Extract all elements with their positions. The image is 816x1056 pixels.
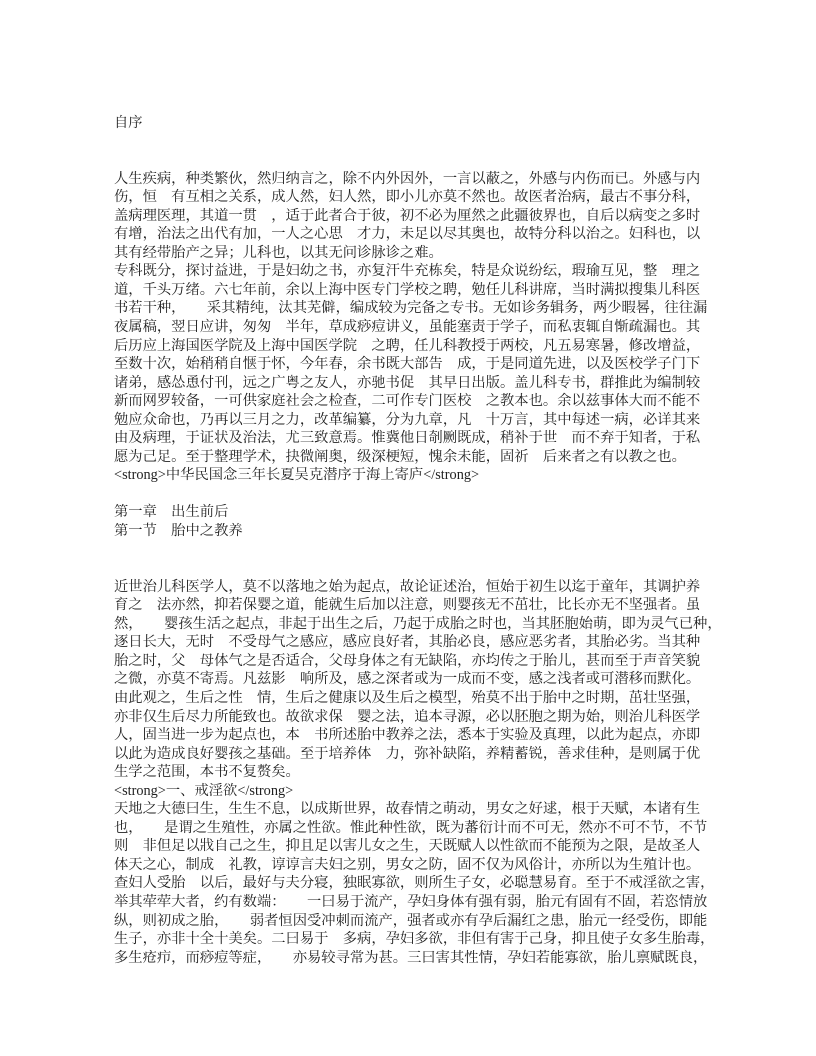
preface-paragraph-2-line: 夜属稿，翌日应讲，匆匆 半年，草成痧痘讲义，虽能塞责于学子，而私衷辄自惭疏漏也。其 <box>114 319 701 336</box>
body-paragraph-2-line: 也， 是谓之生殖性，亦属之性欲。惟此种性欲，既为蕃衍计而不可无，然亦不可不节，不节 <box>114 819 708 836</box>
body-paragraph-1-line: 由此观之，生后之性 情，生后之健康以及生后之模型，殆莫不出于胎中之时期，茁壮坚强， <box>114 689 701 706</box>
blank-line <box>114 541 714 560</box>
body-paragraph-1-line: 之微，亦莫不寄焉。凡兹影 响所及，感之深者或为一成而不变，感之浅者或可潜移而默化。 <box>114 671 701 688</box>
document-title-line: 自序 <box>114 115 143 131</box>
body-paragraph-1-line: 人，固当进一步为起点也，本 书所述胎中教养之法，悉本于实验及真理，以此为起点，亦即 <box>114 727 701 744</box>
body-paragraph-2-line: 体天之心，制成 礼教，谆谆言夫妇之别，男女之防，固不仅为风俗计，亦所以为生殖计也。 <box>114 856 701 873</box>
signature-line-line: <strong>中华民国念三年长夏吴克潜序于海上寄庐</strong> <box>114 467 480 484</box>
body-paragraph-1-line: 近世治儿科医学人，莫不以落地之始为起点，故论证述治，恒始于初生以迄于童年，其调护养 <box>114 578 701 595</box>
preface-paragraph-2-line: 诸弟，感怂恿付刊，远之广粤之友人，亦驰书促 其早日出版。盖儿科专书，群推此为编制较 <box>114 374 701 391</box>
preface-paragraph-2-line: 后历应上海国医学院及上海中国医学院 之聘，任儿科教授于两校，凡五易寒暑，修改增益， <box>114 337 701 354</box>
blank-line <box>114 151 714 170</box>
body-paragraph-2-line: 天地之大德曰生，生生不息，以成斯世界，故春情之萌动，男女之好逑，根于天赋，本诸有生 <box>114 801 701 818</box>
body-paragraph-2-line: 生子，亦非十全十美矣。二曰易于 多病，孕妇多欲，非但有害于己身，抑且使子女多生胎毒， <box>114 931 715 948</box>
blank-line <box>114 559 714 578</box>
body-paragraph-2-line: 查妇人受胎 以后，最好与夫分寝，独眠寡欲，则所生子女，必聪慧易育。至于不戒淫欲之害， <box>114 875 715 892</box>
preface-paragraph-1-line: 伤，恒 有互相之关系，成人然，妇人然，即小儿亦莫不然也。故医者治病，最古不事分科， <box>114 189 701 206</box>
preface-paragraph-2-line: 至数十次，始稍稍自惬于怀，今年春，余书既大部告 成，于是同道先进，以及医校学子门下 <box>114 356 701 373</box>
body-paragraph-1-line: 生学之范围，本书不复赘矣。 <box>114 764 300 781</box>
preface-paragraph-1-line: 有增，治法之出代有加，一人之心思 才力，未足以尽其奥也，故特分科以治之。妇科也，以 <box>114 226 701 243</box>
preface-paragraph-2-line: 愿为己足。至于整理学术，抉微阐奥，级深梗短，愧余未能，固祈 后来者之有以教之也。 <box>114 448 686 465</box>
body-paragraph-1-line: 亦非仅生后尽力所能致也。故欲求保 婴之法，追本寻源，必以胚胞之期为始，则治儿科医学 <box>114 708 701 725</box>
body-paragraph-1-line: 逐日长大，无时 不受母气之感应，感应良好者，其胎必良，感应恶劣者，其胎必劣。当其种 <box>114 634 701 651</box>
preface-paragraph-2-line: 新而网罗较备，一可供家庭社会之检查，二可作专门医校 之教本也。余以兹事体大而不能不 <box>114 393 701 410</box>
preface-paragraph-1-line: 盖病理医理，其道一贯 ，适于此者合于彼，初不必为厘然之此疆彼界也，自后以病变之多时 <box>114 207 701 224</box>
chapter-heading-line: 第一章 出生前后 <box>114 504 229 521</box>
preface-paragraph-2-line: 由及病理，于证状及治法，尤三致意焉。惟冀他日剞劂既成，稍补于世 而不弃于知者，于私 <box>114 430 701 447</box>
body-paragraph-2-line: 则 非但足以戕自己之生，抑且足以害儿女之生，天既赋人以性欲而不能预为之限，是故圣人 <box>114 838 701 855</box>
body-paragraph-1-line: 育之 法亦然，抑若保婴之道，能就生后加以注意，则婴孩无不茁壮，比长亦无不坚强者。虽 <box>114 597 701 614</box>
body-paragraph-2-line: 举其荦荦大者，约有数端： 一曰易于流产，孕妇身体有强有弱，胎元有固有不固，若恣情放 <box>114 893 708 910</box>
body-paragraph-1-line: 以此为造成良好婴孩之基础。至于培养体 力，弥补缺陷，养精蓄锐，善求佳种，是则属于优 <box>114 745 701 762</box>
blank-line <box>114 485 714 504</box>
subheading-strong-line-line: <strong>一、戒淫欲</strong> <box>114 782 294 799</box>
preface-paragraph-2-line: 勉应众命也，乃再以三月之力，改革编纂，分为九章，凡 十万言，其中每述一病，必详其来 <box>114 411 701 428</box>
blank-line <box>114 133 714 152</box>
body-paragraph-2-line: 多生疮疖，而痧痘等症， 亦易较寻常为甚。三曰害其性情，孕妇若能寡欲，胎儿禀赋既良， <box>114 949 708 966</box>
preface-paragraph-2-line: 书若干种， 采其精纯，汰其芜僻，编成较为完备之专书。无如诊务辑务，两少暇晷，往往漏 <box>114 300 708 317</box>
preface-paragraph-1-line: 其有经带胎产之异；儿科也，以其无问诊脉诊之难。 <box>114 244 443 261</box>
body-paragraph-1-line: 然， 婴孩生活之起点，非起于出生之后，乃起于成胎之时也，当其胚胞始萌，即为灵气已种， <box>114 615 722 632</box>
body-paragraph-2-line: 纵，则初成之胎， 弱者恒因受冲刺而流产，强者或亦有孕后漏红之患，胎元一经受伤，即能 <box>114 912 708 929</box>
preface-paragraph-2-line: 专科既分，探讨益进，于是妇幼之书，亦复汗牛充栋矣，特是众说纷纭，瑕瑜互见，整 理之 <box>114 263 701 280</box>
body-paragraph-1-line: 胎之时，父 母体气之是否适合，父母身体之有无缺陷，亦均传之于胎儿，甚而至于声音笑貌 <box>114 652 701 669</box>
preface-paragraph-2-line: 道，千头万绪。六七年前，余以上海中医专门学校之聘，勉任儿科讲席，当时满拟搜集儿科医 <box>114 281 701 298</box>
section-heading-line: 第一节 胎中之教养 <box>114 523 243 540</box>
document-content <box>114 114 722 967</box>
preface-paragraph-1-line: 人生疾病，种类繁伙，然归纳言之，除不内外因外，一言以蔽之，外感与内伤而已。外感与内 <box>114 170 701 187</box>
